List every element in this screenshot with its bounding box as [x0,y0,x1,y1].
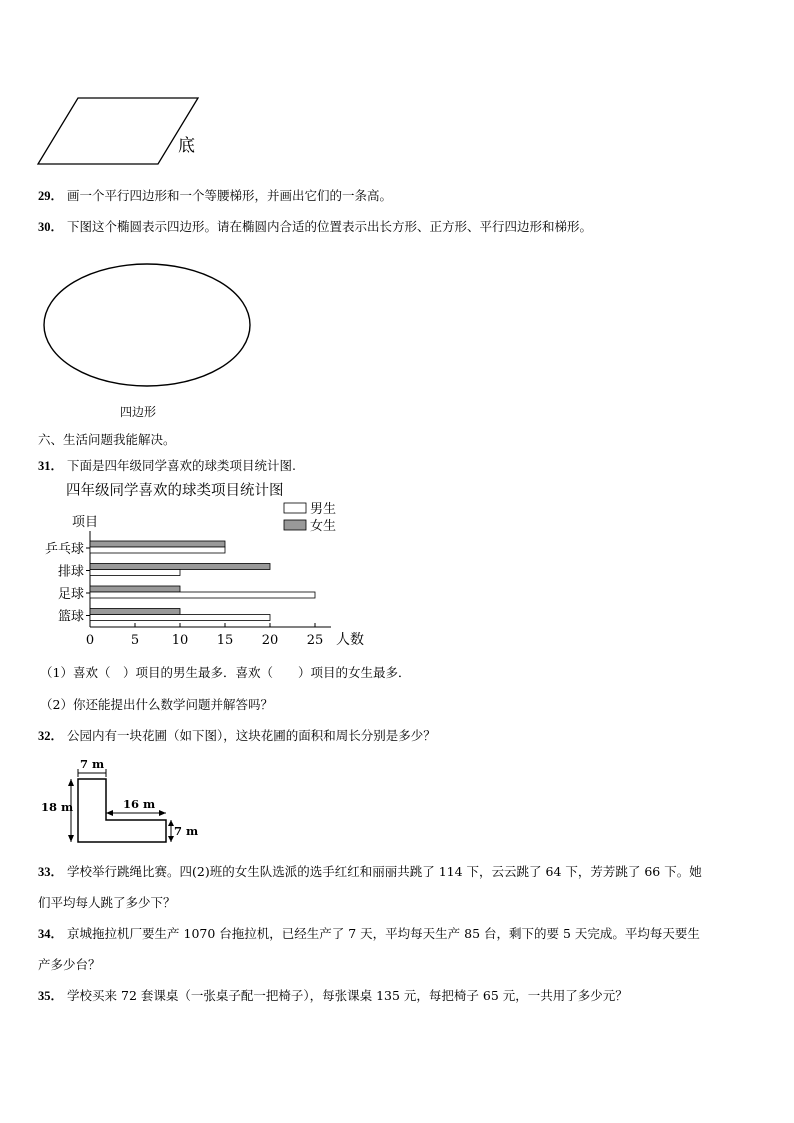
legend-label: 女生 [310,519,337,534]
chart-title: 四年级同学喜欢的球类项目统计图 [66,483,284,499]
question-number: 29． [38,189,64,203]
category-label: 足球 [57,587,84,602]
x-tick-label: 0 [85,633,95,648]
legend-label: 男生 [310,502,337,517]
question-text: 产多少台？ [38,957,101,972]
question-31-part-2 [40,697,273,713]
question-number: 30． [38,220,64,234]
question-text: 学校举行跳绳比赛。四(2)班的女生队选派的选手红红和丽丽共跳了 114 下，云云跳了 64 下，芳芳跳了 66 下。她 [67,864,702,879]
bar-boys [90,615,270,621]
question-number: 35． [38,989,64,1003]
x-tick-label: 10 [171,633,189,648]
dim-right-label: 7 m [174,824,199,838]
question-29 [38,188,392,204]
legend-swatch [284,503,306,513]
question-31 [38,458,296,474]
x-tick-label: 15 [216,633,234,648]
question-34-continued [38,957,101,973]
question-33-continued [38,895,176,911]
question-text: 们平均每人跳了多少下？ [38,895,176,910]
sub-question-text: （2）你还能提出什么数学问题并解答吗？ [40,697,273,712]
section-heading-text: 六、生活问题我能解决。 [38,432,176,447]
sub-question-text: （1）喜欢（ ）项目的男生最多．喜欢（ ）项目的女生最多． [40,665,411,680]
bar-chart [30,476,390,654]
category-label: 乒乓球 [44,542,84,557]
bar-boys [90,592,315,598]
question-33 [38,864,702,880]
bar-boys [90,547,225,553]
dim-top-label: 7 m [80,757,105,771]
question-number: 34． [38,927,64,941]
question-text: 画一个平行四边形和一个等腰梯形，并画出它们的一条高。 [67,188,393,203]
question-35 [38,988,628,1004]
dim-inner-label: 16 m [123,797,156,811]
legend-swatch [284,520,306,530]
y-axis-label: 项目 [72,515,99,530]
x-tick-label: 25 [306,633,324,648]
question-32 [38,728,436,744]
question-text: 下图这个椭圆表示四边形。请在椭圆内合适的位置表示出长方形、正方形、平行四边形和梯形。 [67,219,593,234]
parallelogram-shape [38,98,198,164]
x-tick-label: 5 [130,633,140,648]
question-31-part-1 [40,665,410,681]
question-34 [38,926,700,942]
bar-girls [90,541,225,547]
bar-girls [90,586,180,592]
bar-girls [90,609,180,615]
chart-legend [284,501,336,534]
section-heading [38,432,176,448]
bar-girls [90,564,270,570]
garden-l-shape-figure [38,754,208,850]
ellipse-figure [40,262,254,388]
question-text: 京城拖拉机厂要生产 1070 台拖拉机，已经生产了 7 天，平均每天生产 85 台，剩下的要 5 天完成。平均每天要生 [67,926,700,941]
quadrilateral-ellipse [44,264,250,386]
x-axis-label: 人数 [336,632,364,648]
category-label: 排球 [57,564,84,580]
question-number: 31． [38,459,64,473]
question-text: 公园内有一块花圃（如下图），这块花圃的面积和周长分别是多少？ [67,728,436,743]
question-text: 学校买来 72 套课桌（一张桌子配一把椅子），每张课桌 135 元，每把椅子 65 元，一共用了多少元？ [67,988,628,1003]
question-30 [38,219,592,235]
bar-boys [90,570,180,576]
question-number: 32． [38,729,64,743]
question-text: 下面是四年级同学喜欢的球类项目统计图. [67,458,296,473]
base-label: 底 [178,136,195,156]
dim-left-label: 18 m [41,800,74,814]
question-number: 33． [38,865,64,879]
category-label: 篮球 [57,609,84,625]
chart-plot [45,531,331,648]
ellipse-caption: 四边形 [120,405,157,419]
x-tick-label: 20 [261,633,279,648]
